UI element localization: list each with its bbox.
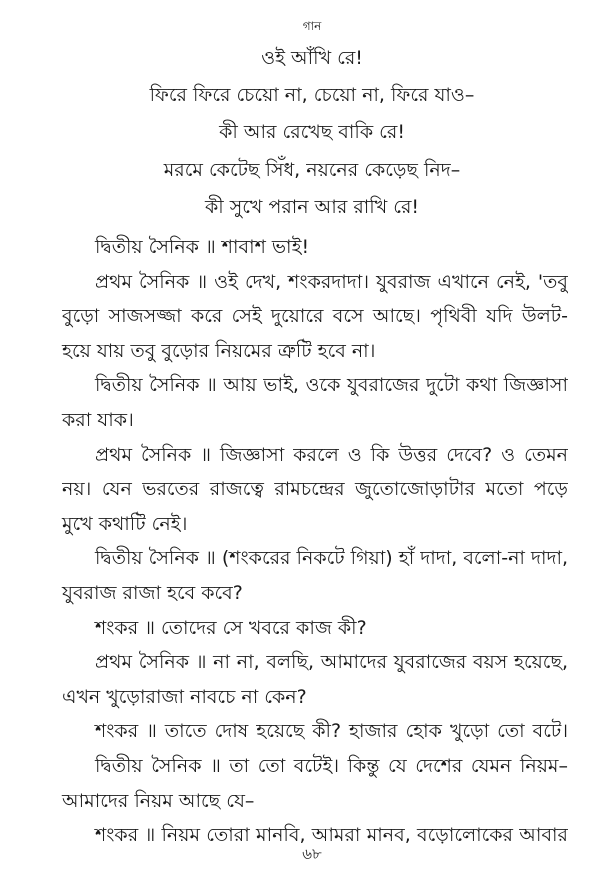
text-line: আমাদের নিয়ম আছে যে– bbox=[62, 789, 255, 812]
text-line: দ্বিতীয় সৈনিক ॥ তা তো বটেই। কিন্তু যে দেশের যেমন নিয়ম– bbox=[95, 754, 568, 777]
running-header: গান bbox=[302, 19, 322, 33]
song-line: ফিরে ফিরে চেয়ো না, চেয়ো না, ফিরে যাও– bbox=[149, 84, 475, 107]
song-line: কী আর রেখেছ বাকি রে! bbox=[219, 121, 405, 144]
text-line: যুবরাজ রাজা হবে কবে? bbox=[62, 581, 243, 604]
text-line: বুড়ো সাজসজ্জা করে সেই দুয়োরে বসে আছে। পৃথিবী যদি উলট- bbox=[62, 305, 568, 328]
page-number: ৬৮ bbox=[302, 845, 322, 863]
text-line: করা যাক। bbox=[62, 408, 134, 431]
text-line: প্রথম সৈনিক ॥ না না, বলছি, আমাদের যুবরাজের বয়স হয়েছে, bbox=[95, 651, 568, 674]
song-line: মরমে কেটেছ সিঁধ, নয়নের কেড়েছ নিদ– bbox=[163, 158, 461, 181]
song-verse bbox=[0, 42, 600, 228]
text-line: দ্বিতীয় সৈনিক ॥ (শংকরের নিকটে গিয়া) হাঁ দাদা, বলো-না দাদা, bbox=[95, 547, 568, 570]
text-line: শংকর ॥ তাতে দোষ হয়েছে কী? হাজার হোক খুড়ো তো বটে। bbox=[95, 720, 568, 743]
song-line: ওই আঁখি রে! bbox=[261, 47, 363, 69]
text-line: প্রথম সৈনিক ॥ জিজ্ঞাসা করলে ও কি উত্তর দেবে? ও তেমন bbox=[95, 443, 568, 466]
text-line: হয়ে যায় তবু বুড়োর নিয়মের ত্রুটি হবে না। bbox=[62, 339, 376, 362]
text-line: শংকর ॥ নিয়ম তোরা মানবি, আমরা মানব, বড়োলোকের আবার bbox=[95, 824, 568, 847]
text-line: দ্বিতীয় সৈনিক ॥ শাবাশ ভাই! bbox=[95, 236, 310, 258]
text-line: নয়। যেন ভরতের রাজত্বে রামচন্দ্রের জুতোজোড়াটার মতো পড়ে bbox=[62, 478, 568, 501]
text-line: মুখে কথাটি নেই। bbox=[62, 512, 188, 535]
text-line: দ্বিতীয় সৈনিক ॥ আয় ভাই, ওকে যুবরাজের দুটো কথা জিজ্ঞাসা bbox=[95, 374, 568, 397]
dialogue-body bbox=[62, 231, 568, 854]
text-line: শংকর ॥ তোদের সে খবরে কাজ কী? bbox=[95, 616, 367, 639]
text-line: প্রথম সৈনিক ॥ ওই দেখ, শংকরদাদা। যুবরাজ এখানে নেই, 'তবু bbox=[95, 270, 568, 293]
song-line: কী সুখে পরান আর রাখি রে! bbox=[204, 195, 420, 218]
text-line: এখন খুড়োরাজা নাবচে না কেন? bbox=[62, 685, 307, 708]
